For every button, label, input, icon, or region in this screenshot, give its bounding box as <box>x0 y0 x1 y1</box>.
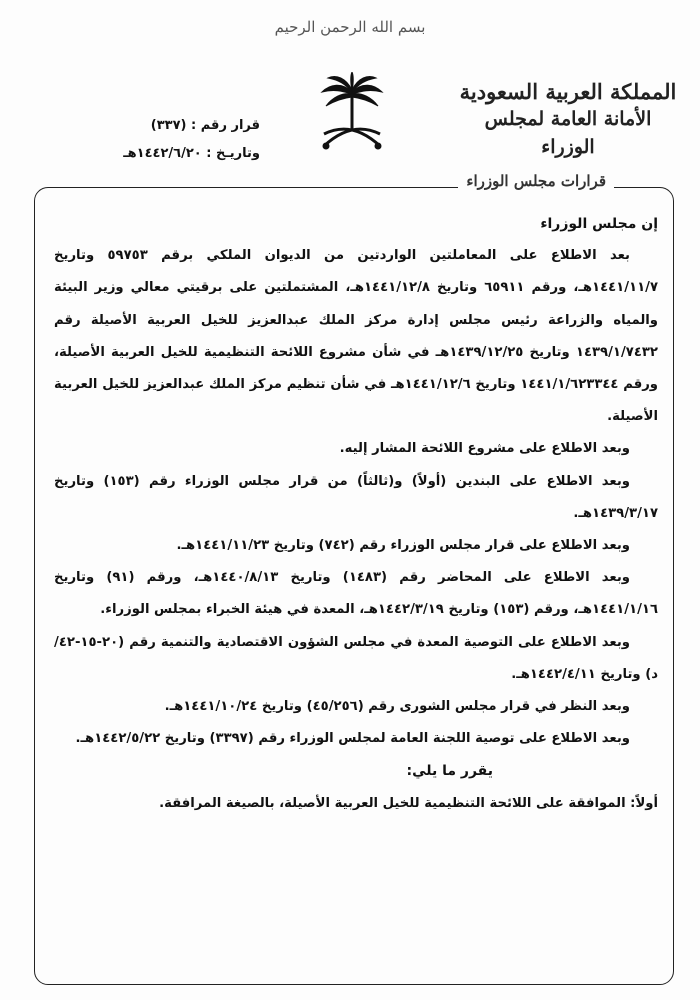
secretariat-name: الأمانة العامة لمجلس الوزراء <box>484 108 652 158</box>
issuer-block <box>458 78 678 161</box>
kingdom-name: المملكة العربية السعودية <box>459 79 677 104</box>
decision-body <box>54 208 658 820</box>
paragraph-general-committee: وبعد الاطلاع على توصية اللجنة العامة لمجلس الوزراء رقم (٣٣٩٧) وتاريخ ١٤٤٢/٥/٢٢هـ. <box>75 731 630 747</box>
paragraph-shura: وبعد النظر في قرار مجلس الشورى رقم (٤٥/٢٥٦) وتاريخ ١٤٤١/١٠/٢٤هـ. <box>164 699 630 715</box>
paragraph-minutes: وبعد الاطلاع على المحاضر رقم (١٤٨٣) وتاريخ ١٤٤٠/٨/١٣هـ، ورقم (٩١) وتاريخ ١٤٤١/١/١٦هـ، ورقم (١٥٣) وتاريخ ١٤٤٢/٣/١٩هـ، المعدة في هيئة الخبراء بمجلس الوزراء. <box>54 570 658 618</box>
paragraph-royal-court: بعد الاطلاع على المعاملتين الواردتين من الديوان الملكي برقم ٥٩٧٥٣ وتاريخ ١٤٤١/١١/٧هـ، ورقم ٦٥٩١١ وتاريخ ١٤٤١/١٢/٨هـ، المشتملتين على برقيتي معالي وزير البيئة والمياه والزراعة رئيس مجلس إدارة مركز الملك عبدالعزيز للخيل العربية الأصيلة رقم ١٤٣٩/١/٧٤٣٢ وتاريخ ١٤٣٩/١٢/٢٥هـ في شأن مشروع اللائحة التنظيمية للخيل العربية الأصيلة، ورقم ١٤٤١/١/٦٢٣٣٤٤ وتاريخ ١٤٤١/١٢/٦هـ في شأن تنظيم مركز الملك عبدالعزيز للخيل العربية الأصيلة. <box>54 248 658 425</box>
paragraph-draft: وبعد الاطلاع على مشروع اللائحة المشار إليه. <box>339 441 630 457</box>
decides-heading: يقرر ما يلي: <box>406 763 493 780</box>
section-label: قرارات مجلس الوزراء <box>458 172 614 190</box>
decision-date: وتاريـخ : ١٤٤٢/٦/٢٠هـ <box>123 146 260 161</box>
palm-swords-emblem-icon <box>312 72 392 156</box>
first-item: أولاً: الموافقة على اللائحة التنظيمية للخيل العربية الأصيلة، بالصيغة المرافقة. <box>159 795 658 811</box>
paragraph-economic-council: وبعد الاطلاع على التوصية المعدة في مجلس الشؤون الاقتصادية والتنمية رقم (٢٠-١٥-٤٢/د) وتاريخ ١٤٤٢/٤/١١هـ. <box>54 634 658 682</box>
decision-number: قرار رقم : (٣٣٧) <box>150 118 260 133</box>
decision-meta <box>70 112 260 168</box>
emblem <box>312 72 392 156</box>
paragraph-decision-153: وبعد الاطلاع على البندين (أولاً) و(ثالثاً) من قرار مجلس الوزراء رقم (١٥٣) وتاريخ ١٤٣٩/٣/١٧هـ. <box>54 473 658 521</box>
paragraph-decision-742: وبعد الاطلاع على قرار مجلس الوزراء رقم (٧٤٢) وتاريخ ١٤٤١/١١/٢٣هـ. <box>176 538 630 554</box>
basmala: بسم الله الرحمن الرحيم <box>274 18 426 36</box>
opening-line: إن مجلس الوزراء <box>540 216 658 232</box>
